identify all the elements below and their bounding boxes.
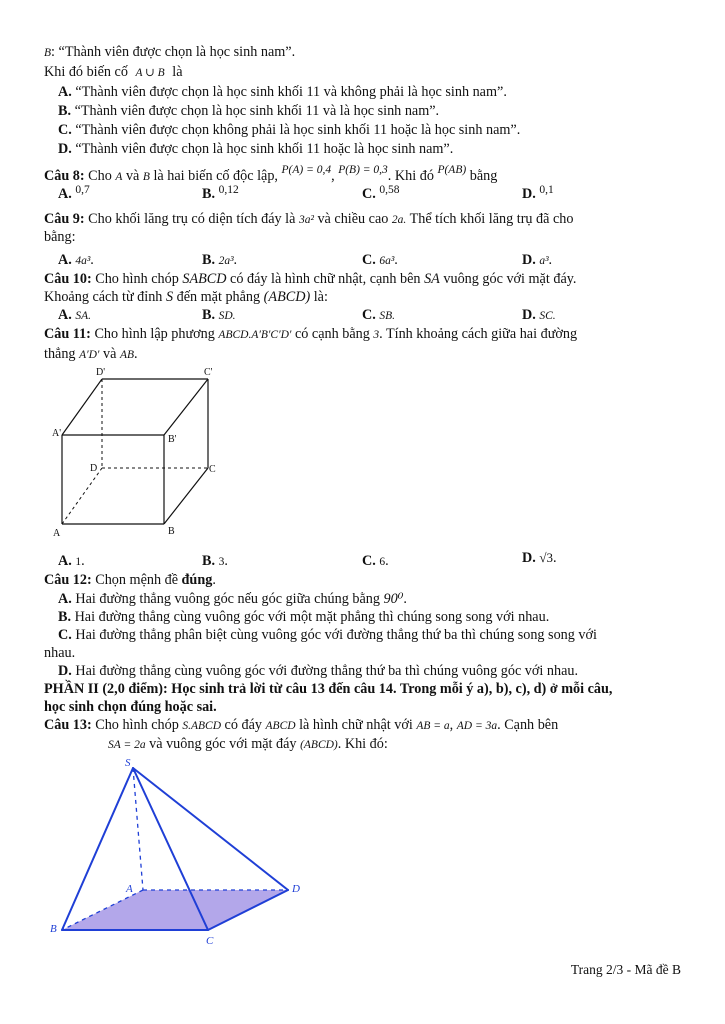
pyramid-label-a: A [126, 883, 133, 895]
q13-stem-cont: SA = 2a và vuông góc với mặt đáy (ABCD). Khi đó: [108, 736, 388, 752]
q8-stem: Câu 8: Cho A và B là hai biến cố độc lập, $^{P(A) = 0,4}$, $^{P(B) = 0,3}$. Khi đó $^{P(AB)}$ bằng [44, 164, 498, 184]
q12-stem: Câu 12: Chọn mệnh đề đúng. [44, 572, 216, 588]
q8-option-b: B. $^{0,12}$ [202, 184, 239, 202]
cube-label-d: D [90, 463, 98, 474]
cube-label-a: A [53, 528, 61, 539]
cube-figure [40, 364, 230, 544]
q12-option-b: B. Hai đường thẳng cùng vuông góc với một mặt phẳng thì chúng song song với nhau. [58, 609, 550, 625]
union-option-b: B. “Thành viên được chọn là học sinh khối 11 và là học sinh nam”. [58, 103, 440, 119]
q9-option-a: A. 4a³. [58, 252, 94, 268]
pyramid-label-d: D [292, 883, 300, 895]
q10-stem-cont: Khoảng cách từ đỉnh S đến mặt phẳng (ABCD) là: [44, 289, 328, 305]
q11-stem-cont: thẳng A′D′ và AB. [44, 346, 138, 362]
cube-edge-ap-dp [62, 379, 102, 435]
q8-option-d: D. $^{0,1}$ [522, 184, 554, 202]
pyramid-label-s: S [125, 757, 131, 769]
cube-label-ap: A' [52, 428, 62, 439]
q8-option-c: C. $^{0,58}$ [362, 184, 400, 202]
union-question: Khi đó biến cố A ∪ B là [44, 64, 183, 80]
cube-edge-b-c [164, 468, 208, 524]
q10-option-a: A. SA. [58, 307, 91, 323]
q8-option-a: A. $^{0,7}$ [58, 184, 90, 202]
cube-label-dp: D' [96, 367, 106, 378]
q10-option-d: D. SC. [522, 307, 556, 323]
pyramid-label-c: C [206, 935, 214, 947]
cube-label-cp: C' [204, 367, 213, 378]
q10-option-c: C. SB. [362, 307, 395, 323]
q9-stem-cont: bằng: [44, 229, 76, 245]
cube-label-bp: B' [168, 434, 177, 445]
union-option-a: A. “Thành viên được chọn là học sinh khối 11 và không phải là học sinh nam”. [58, 84, 507, 100]
q9-option-b: B. 2a³. [202, 252, 238, 268]
cube-label-b: B [168, 526, 175, 537]
q9-option-d: D. a³. [522, 252, 553, 268]
cube-edge-bp-cp [164, 379, 208, 435]
pyramid-label-b: B [50, 923, 57, 935]
q12-option-c: C. Hai đường thẳng phân biệt cùng vuông góc với đường thẳng thứ ba thì chúng song song với [58, 627, 597, 643]
q11-option-b: B. 3. [202, 553, 228, 569]
q10-stem: Câu 10: Cho hình chóp SABCD có đáy là hình chữ nhật, cạnh bên SA vuông góc với mặt đáy. [44, 271, 577, 287]
q11-option-c: C. 6. [362, 553, 389, 569]
pyramid-base-face [62, 890, 288, 930]
q9-stem: Câu 9: Cho khối lăng trụ có diện tích đáy là 3a² và chiều cao 2a. Thể tích khối lăng trụ đã cho [44, 211, 574, 227]
pyramid-edge-sd [133, 768, 288, 890]
event-b-var: B [44, 47, 52, 59]
q13-stem: Câu 13: Cho hình chóp S.ABCD có đáy ABCD là hình chữ nhật với AB = a, AD = 3a. Cạnh bên [44, 717, 559, 733]
event-b-line: B: “Thành viên được chọn là học sinh nam”. [44, 44, 296, 60]
q11-option-d: D. √3. [522, 550, 557, 566]
q9-option-c: C. 6a³. [362, 252, 398, 268]
q11-option-a: A. 1. [58, 553, 85, 569]
part2-heading: PHẦN II (2,0 điểm): Học sinh trả lời từ câu 13 đến câu 14. Trong mỗi ý a), b), c), d) ở mỗi câu, [44, 681, 613, 697]
cube-hidden-a-d [62, 468, 102, 524]
q12-option-a: A. Hai đường thẳng vuông góc nếu góc giữa chúng bằng 90⁰. [58, 591, 407, 607]
union-option-c: C. “Thành viên được chọn không phải là học sinh khối 11 hoặc là học sinh nam”. [58, 122, 521, 138]
page-footer: Trang 2/3 - Mã đề B [570, 962, 681, 977]
cube-label-c: C [209, 464, 216, 475]
q12-option-d: D. Hai đường thẳng cùng vuông góc với đường thẳng thứ ba thì chúng vuông góc với nhau. [58, 663, 579, 679]
q11-stem: Câu 11: Cho hình lập phương ABCD.A′B′C′D′ có cạnh bằng 3. Tính khoảng cách giữa hai đường [44, 326, 578, 342]
part2-heading-cont: học sinh chọn đúng hoặc sai. [44, 699, 217, 715]
pyramid-figure [40, 752, 310, 952]
q10-option-b: B. SD. [202, 307, 236, 323]
union-option-d: D. “Thành viên được chọn là học sinh khối 11 hoặc là học sinh nam”. [58, 141, 454, 157]
q12-option-c-cont: nhau. [44, 645, 76, 661]
